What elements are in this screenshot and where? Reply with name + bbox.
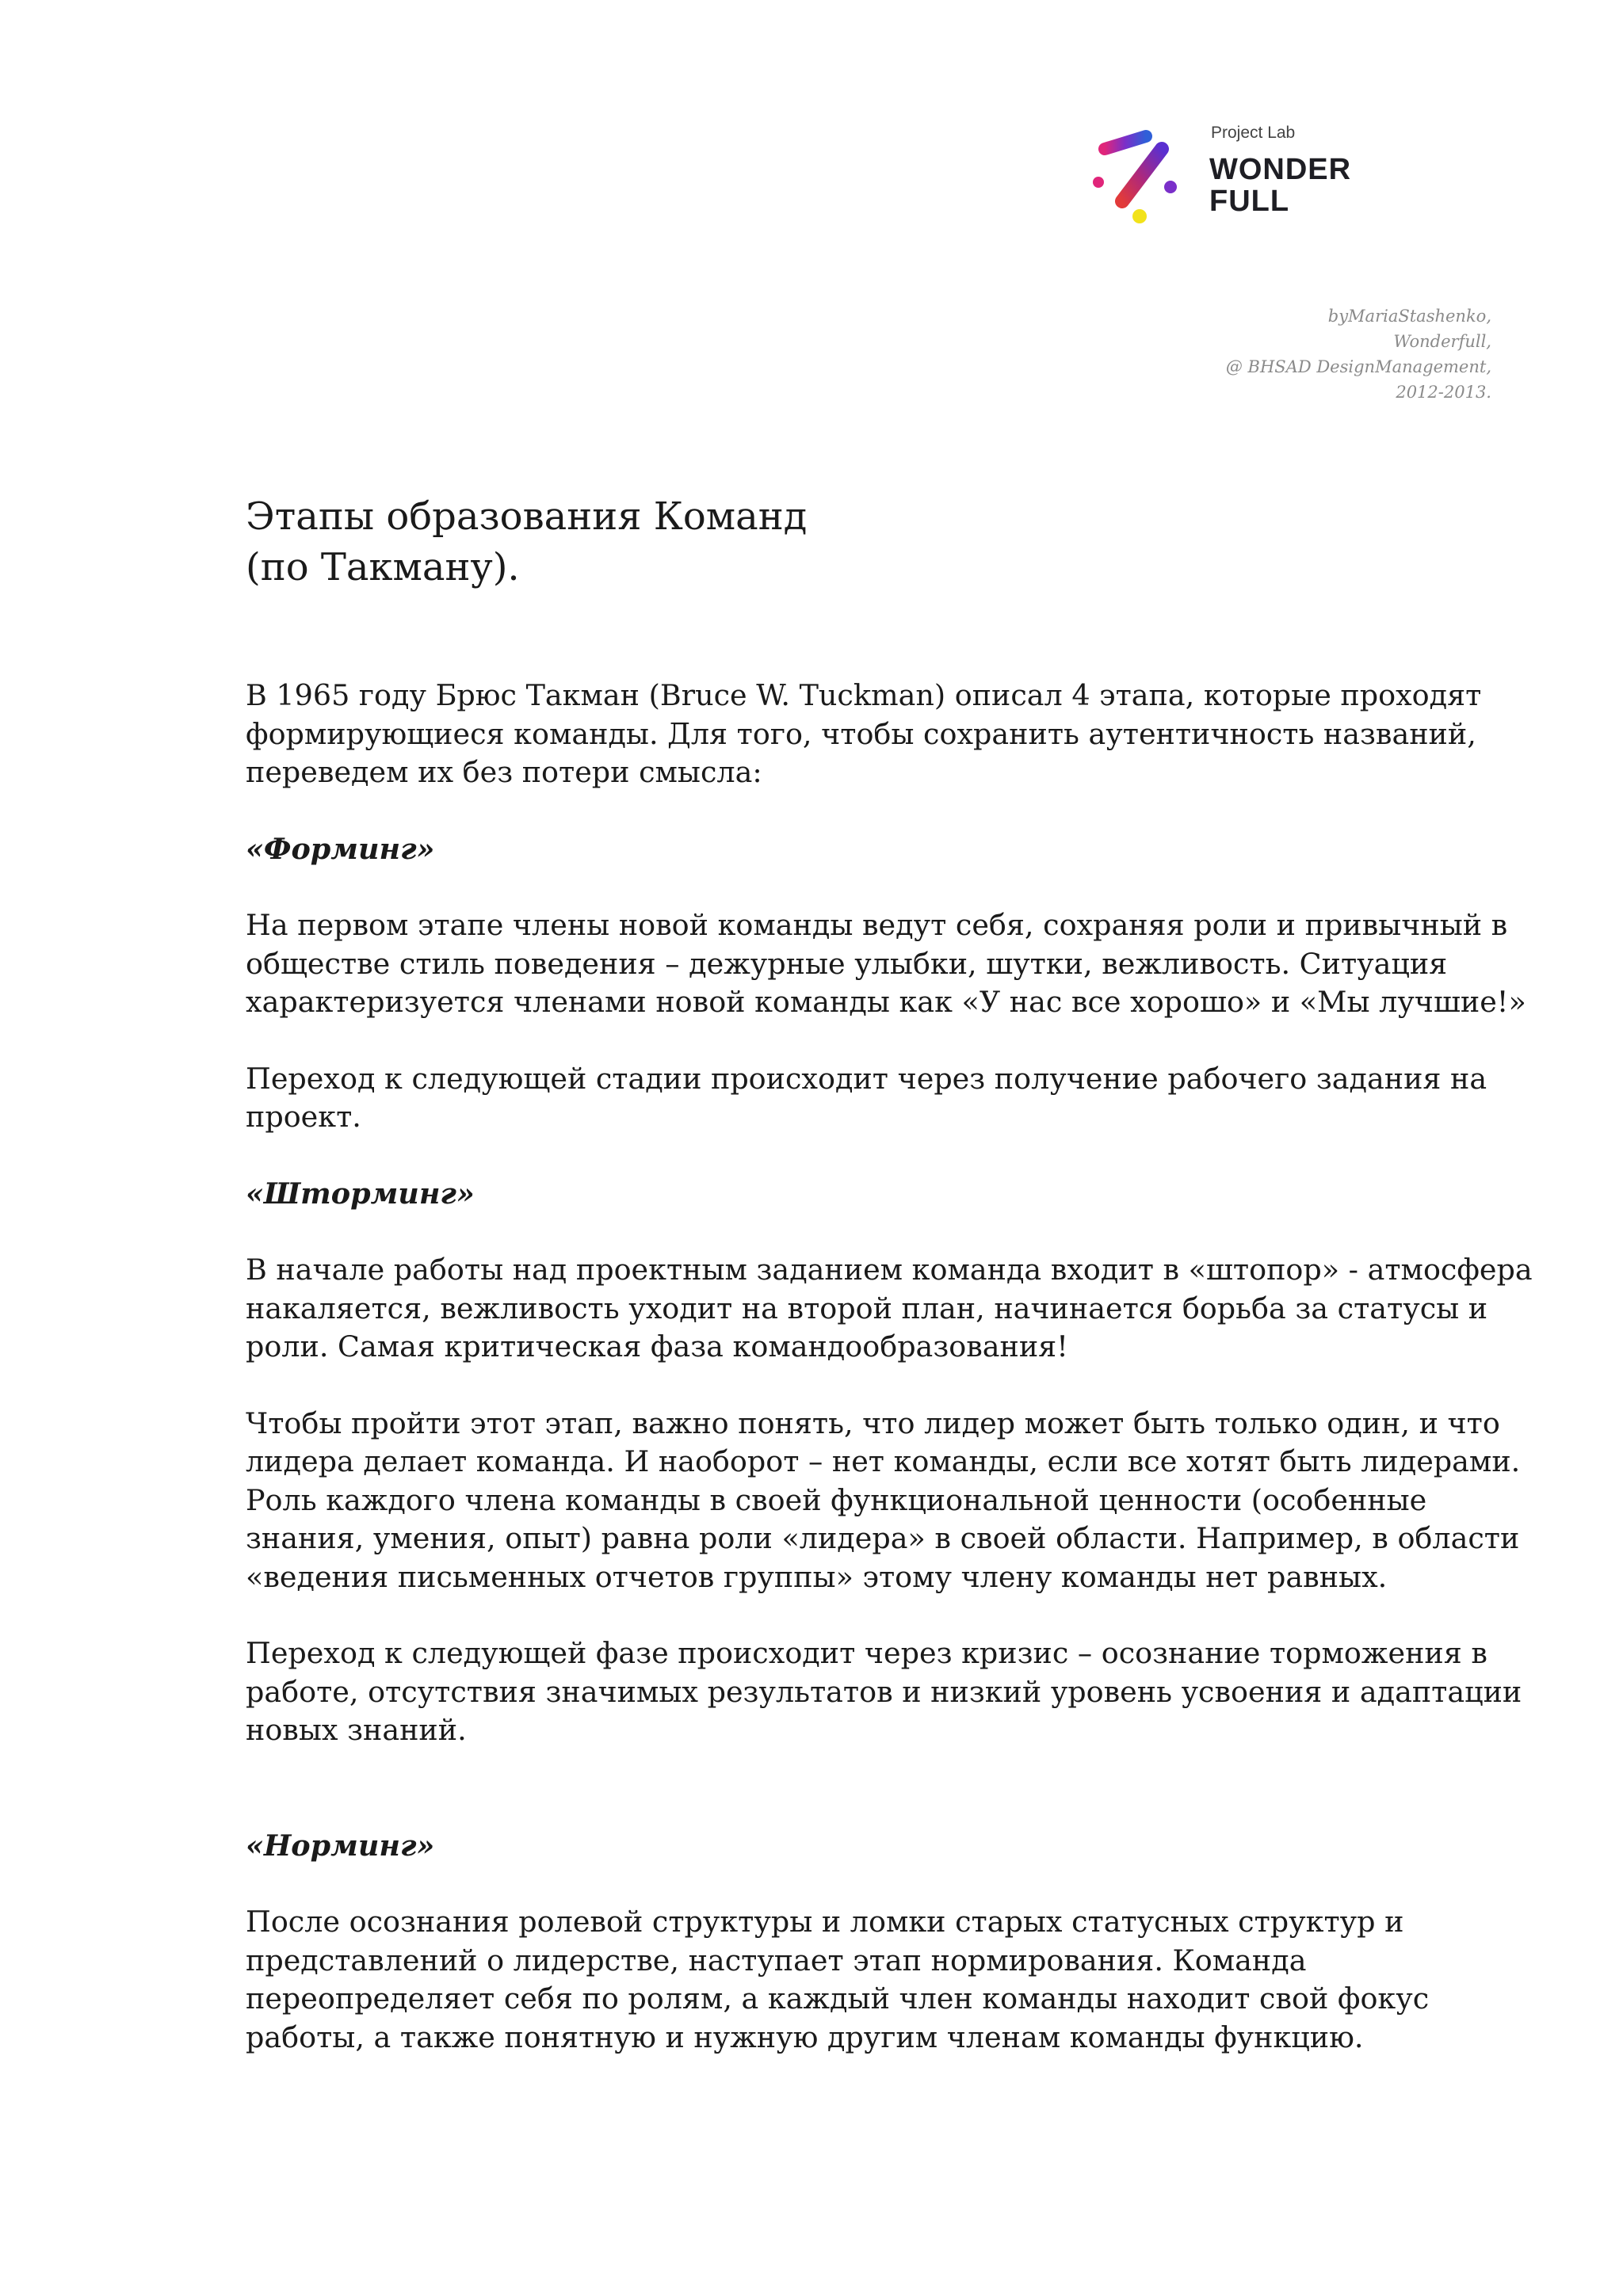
text-line: Переход к следующей стадии происходит через получение рабочего задания на [246, 1061, 1487, 1096]
document-title [246, 491, 1514, 593]
text-line: накаляется, вежливость уходит на второй план, начинается борьба за статусы и [246, 1291, 1488, 1325]
text-line: новых знаний. [246, 1713, 467, 1747]
text-line: лидера делает команда. И наоборот – нет команды, если все хотят быть лидерами. [246, 1444, 1521, 1478]
title-line: Этапы образования Команд [246, 494, 808, 539]
storming-heading: «Шторминг» [246, 1176, 475, 1211]
credit-line: byMariaStashenko, [1327, 307, 1491, 326]
text-line: Переход к следующей фазе происходит через кризис – осознание торможения в [246, 1636, 1487, 1670]
storming-paragraph-3 [246, 1634, 1522, 1750]
storming-paragraph-2 [246, 1405, 1521, 1597]
intro-paragraph [246, 677, 1514, 792]
text-line: «ведения письменных отчетов группы» этому члену команды нет равных. [246, 1559, 1388, 1594]
text-line: переведем их без потери смысла: [246, 755, 762, 789]
logo-mark-icon [1090, 125, 1193, 228]
forming-heading: «Форминг» [246, 831, 435, 866]
text-line: знания, умения, опыт) равна роли «лидера» в своей области. Например, в области [246, 1521, 1520, 1555]
text-line: В начале работы над проектным заданием команда входит в «штопор» - атмосфера [246, 1253, 1533, 1287]
text-line: работы, а также понятную и нужную другим членам команды функцию. [246, 2019, 1364, 2054]
title-line: (по Такману). [246, 545, 520, 589]
forming-paragraph-2 [246, 1060, 1514, 1137]
credit-line: Wonderfull, [1393, 332, 1491, 351]
logo-line-2: FULL [1209, 185, 1290, 218]
text-line: характеризуется членами новой команды как «У нас все хорошо» и «Мы лучшие!» [246, 985, 1526, 1019]
text-line: обществе стиль поведения – дежурные улыбки, шутки, вежливость. Ситуация [246, 946, 1448, 981]
text-line: После осознания ролевой структуры и ломки старых статусных структур и [246, 1905, 1404, 1939]
text-line: роли. Самая критическая фаза командообразования! [246, 1329, 1068, 1363]
text-line: Чтобы пройти этот этап, важно понять, что лидер может быть только один, и что [246, 1405, 1500, 1440]
storming-paragraph-1 [246, 1251, 1533, 1367]
text-line: работе, отсутствия значимых результатов и низкий уровень усвоения и адаптации [246, 1674, 1522, 1709]
text-line: переопределяет себя по ролям, а каждый член команды находит свой фокус [246, 1981, 1430, 2016]
text-line: На первом этапе члены новой команды ведут себя, сохраняя роли и привычный в [246, 908, 1508, 942]
credit-line: 2012-2013. [1396, 383, 1491, 402]
norming-heading: «Норминг» [246, 1828, 435, 1863]
text-line: В 1965 году Брюс Такман (Bruce W. Tuckman) описал 4 этапа, которые проходят [246, 678, 1482, 712]
document-body [246, 491, 1533, 2057]
author-credits [1226, 303, 1491, 405]
wonderfull-logo [1090, 119, 1376, 230]
logo-small-text: Project Lab [1211, 124, 1296, 142]
text-line: формирующиеся команды. Для того, чтобы сохранить аутентичность названий, [246, 716, 1476, 751]
forming-paragraph-1 [246, 906, 1526, 1022]
credit-line: @ BHSAD DesignManagement, [1225, 357, 1491, 376]
logo-line-1: WONDER [1209, 153, 1352, 186]
norming-paragraph-1 [246, 1903, 1514, 2057]
text-line: Роль каждого члена команды в своей функциональной ценности (особенные [246, 1482, 1427, 1517]
logo-wordmark [1209, 154, 1351, 217]
text-line: представлений о лидерстве, наступает этап нормирования. Команда [246, 1943, 1307, 1978]
text-line: проект. [246, 1100, 361, 1134]
